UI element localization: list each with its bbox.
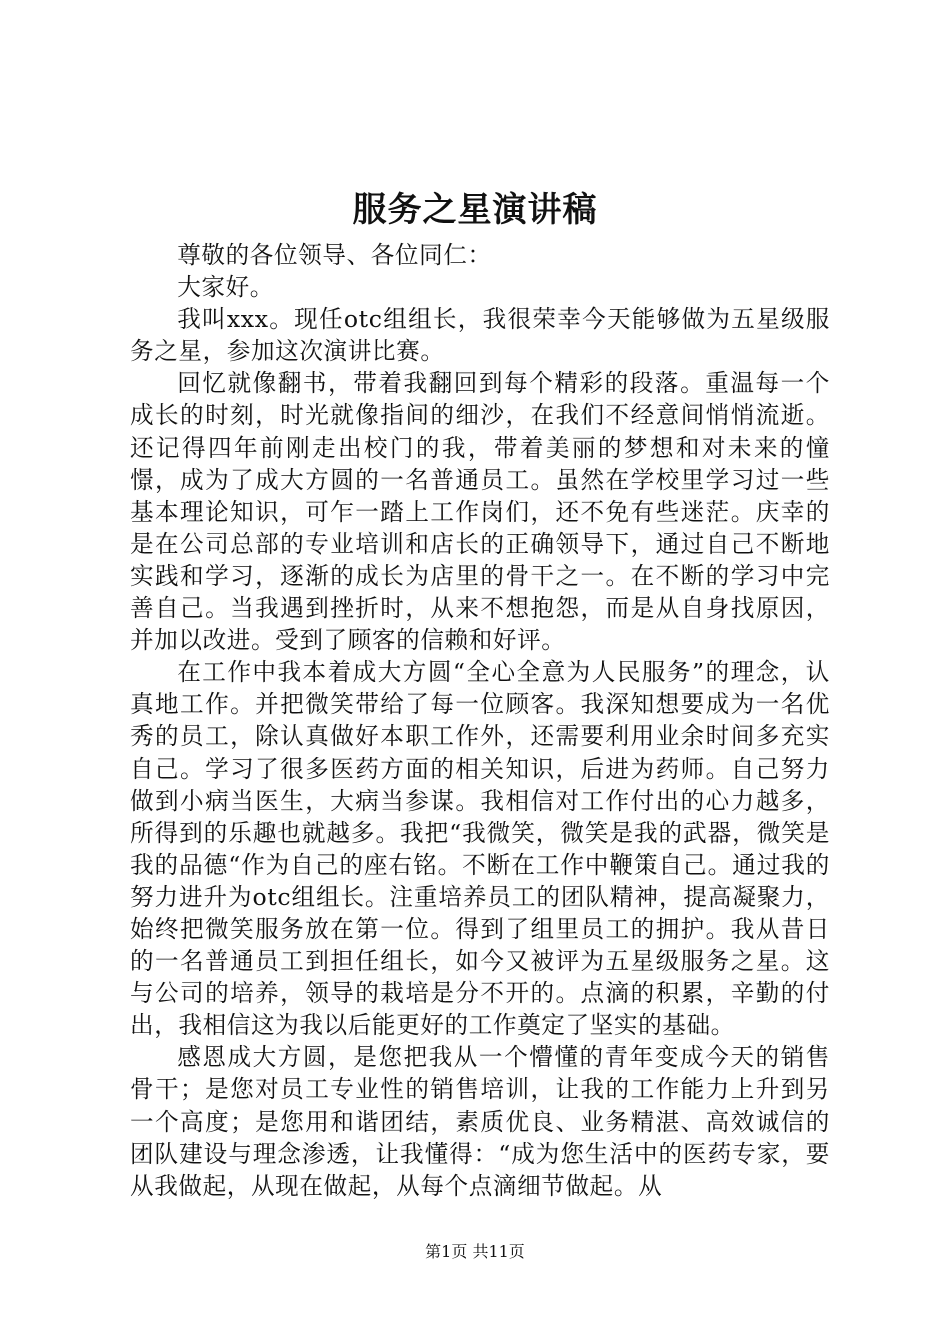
paragraph-gratitude: 感恩成大方圆，是您把我从一个懵懂的青年变成今天的销售骨干；是您对员工专业性的销售培训，让我的工作能力上升到另一个高度；是您用和谐团结，素质优良、业务精湛、高效诚信的团队建设与理念渗透，让我懂得：“成为您生活中的医药专家，要从我做起，从现在做起，从每个点滴细节做起。从: [130, 1043, 830, 1200]
paragraph-work: 在工作中我本着成大方圆“全心全意为人民服务”的理念，认真地工作。并把微笑带给了每一位顾客。我深知想要成为一名优秀的员工，除认真做好本职工作外，还需要利用业余时间多充实自己。学习了很多医药方面的相关知识，后进为药师。自己努力做到小病当医生，大病当参谋。我相信对工作付出的心力越多，所得到的乐趣也就越多。我把“我微笑，微笑是我的武器，微笑是我的品德“作为自己的座右铭。不断在工作中鞭策自己。通过我的努力进升为otc组组长。注重培养员工的团队精神，提高凝聚力，始终把微笑服务放在第一位。得到了组里员工的拥护。我从昔日的一名普通员工到担任组长，如今又被评为五星级服务之星。这与公司的培养，领导的栽培是分不开的。点滴的积累，辛勤的付出，我相信这为我以后能更好的工作奠定了坚实的基础。: [130, 658, 830, 1040]
paragraph-memories: 回忆就像翻书，带着我翻回到每个精彩的段落。重温每一个成长的时刻，时光就像指间的细沙，在我们不经意间悄悄流逝。还记得四年前刚走出校门的我，带着美丽的梦想和对未来的憧憬，成为了成大方圆的一名普通员工。虽然在学校里学习过一些基本理论知识，可乍一踏上工作岗们，还不免有些迷茫。庆幸的是在公司总部的专业培训和店长的正确领导下，通过自己不断地实践和学习，逐渐的成长为店里的骨干之一。在不断的学习中完善自己。当我遇到挫折时，从来不想抱怨，而是从自身找原因，并加以改进。受到了顾客的信赖和好评。: [130, 369, 830, 655]
page-number-footer: 第1页 共11页: [425, 1242, 525, 1261]
paragraph-salutation: 尊敬的各位领导、各位同仁：: [177, 241, 492, 269]
paragraph-introduction: 我叫xxx。现任otc组组长，我很荣幸今天能够做为五星级服务之星，参加这次演讲比赛。: [130, 305, 830, 366]
paragraph-greeting: 大家好。: [177, 273, 274, 302]
document-title: 服务之星演讲稿: [352, 190, 598, 230]
document-body: [130, 239, 830, 1202]
